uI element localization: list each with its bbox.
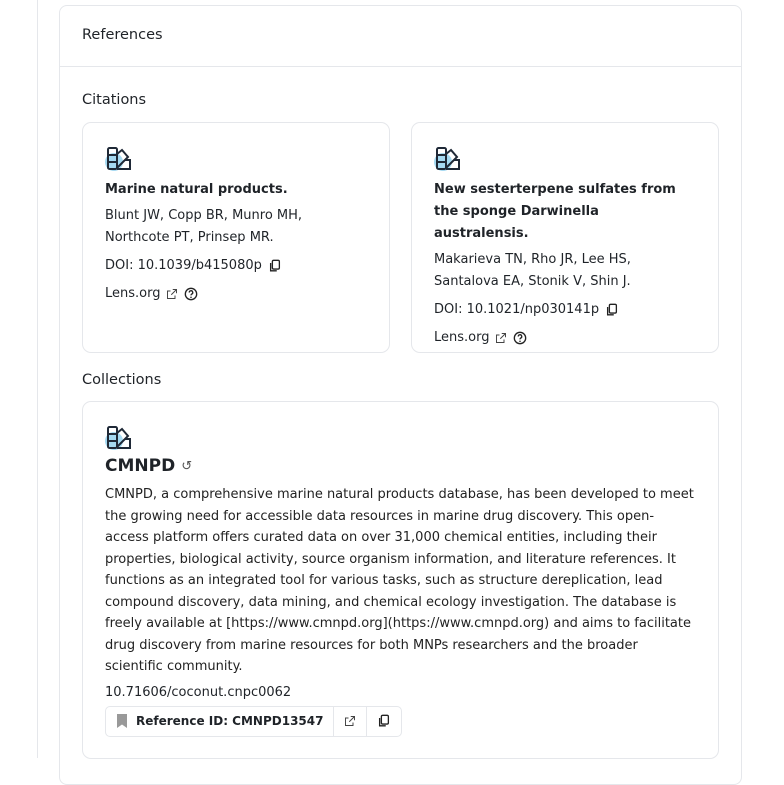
citation-authors: Makarieva TN, Rho JR, Lee HS, Santalova EA, Stonik V, Shin J. xyxy=(434,252,631,289)
panel-title: References xyxy=(60,6,741,67)
collection-card xyxy=(82,401,719,759)
citation-title: New sesterterpene sulfates from the sponge Darwinella australensis. xyxy=(434,182,676,241)
bookmark-icon xyxy=(116,714,128,728)
arrow-link-icon[interactable]: ↺ xyxy=(181,458,193,474)
swatchbook-icon xyxy=(105,424,133,452)
external-link-icon[interactable] xyxy=(166,287,178,301)
citations-heading: Citations xyxy=(82,92,147,108)
copy-icon xyxy=(377,714,391,728)
divider xyxy=(37,0,38,758)
citation-card xyxy=(411,122,719,353)
external-link-icon[interactable] xyxy=(495,331,507,345)
external-link-icon xyxy=(344,714,356,728)
copy-icon[interactable] xyxy=(605,303,619,317)
swatchbook-icon xyxy=(434,145,462,173)
open-reference-button[interactable] xyxy=(333,707,366,736)
collections-heading: Collections xyxy=(82,372,162,388)
lens-link[interactable]: Lens.org xyxy=(434,330,490,345)
collection-description: CMNPD, a comprehensive marine natural products database, has been developed to meet the growing need for accessible data resources in marine drug discovery. This open-access platform offers curated data on over 31,000 chemical entities, including their properties, biological activity, source organism information, and literature references. It functions as an integrated tool for various tasks, such as structure dereplication, lead compound discovery, data mining, and chemical ecology investigation. The database is freely available at [https://www.cmnpd.org](https://www.cmnpd.org) and aims to facilitate drug discovery from marine resources for both MNPs researchers and the broader scientific community. xyxy=(105,487,694,674)
swatchbook-icon xyxy=(105,145,133,173)
help-circle-icon[interactable] xyxy=(513,331,527,345)
copy-reference-button[interactable] xyxy=(366,707,401,736)
reference-id: Reference ID: CMNPD13547 xyxy=(136,714,324,728)
citation-title: Marine natural products. xyxy=(105,182,288,197)
citation-card xyxy=(82,122,390,353)
citation-doi: DOI: 10.1021/np030141p xyxy=(434,302,600,317)
citation-authors: Blunt JW, Copp BR, Munro MH, Northcote PT, Prinsep MR. xyxy=(105,208,303,245)
collection-doi: 10.71606/coconut.cnpc0062 xyxy=(105,684,292,700)
citation-doi: DOI: 10.1039/b415080p xyxy=(105,258,262,273)
copy-icon[interactable] xyxy=(268,259,282,273)
reference-id-group xyxy=(105,706,402,737)
collection-name: CMNPD xyxy=(105,456,176,476)
references-panel xyxy=(59,5,742,785)
help-circle-icon[interactable] xyxy=(184,287,198,301)
lens-link[interactable]: Lens.org xyxy=(105,286,161,301)
